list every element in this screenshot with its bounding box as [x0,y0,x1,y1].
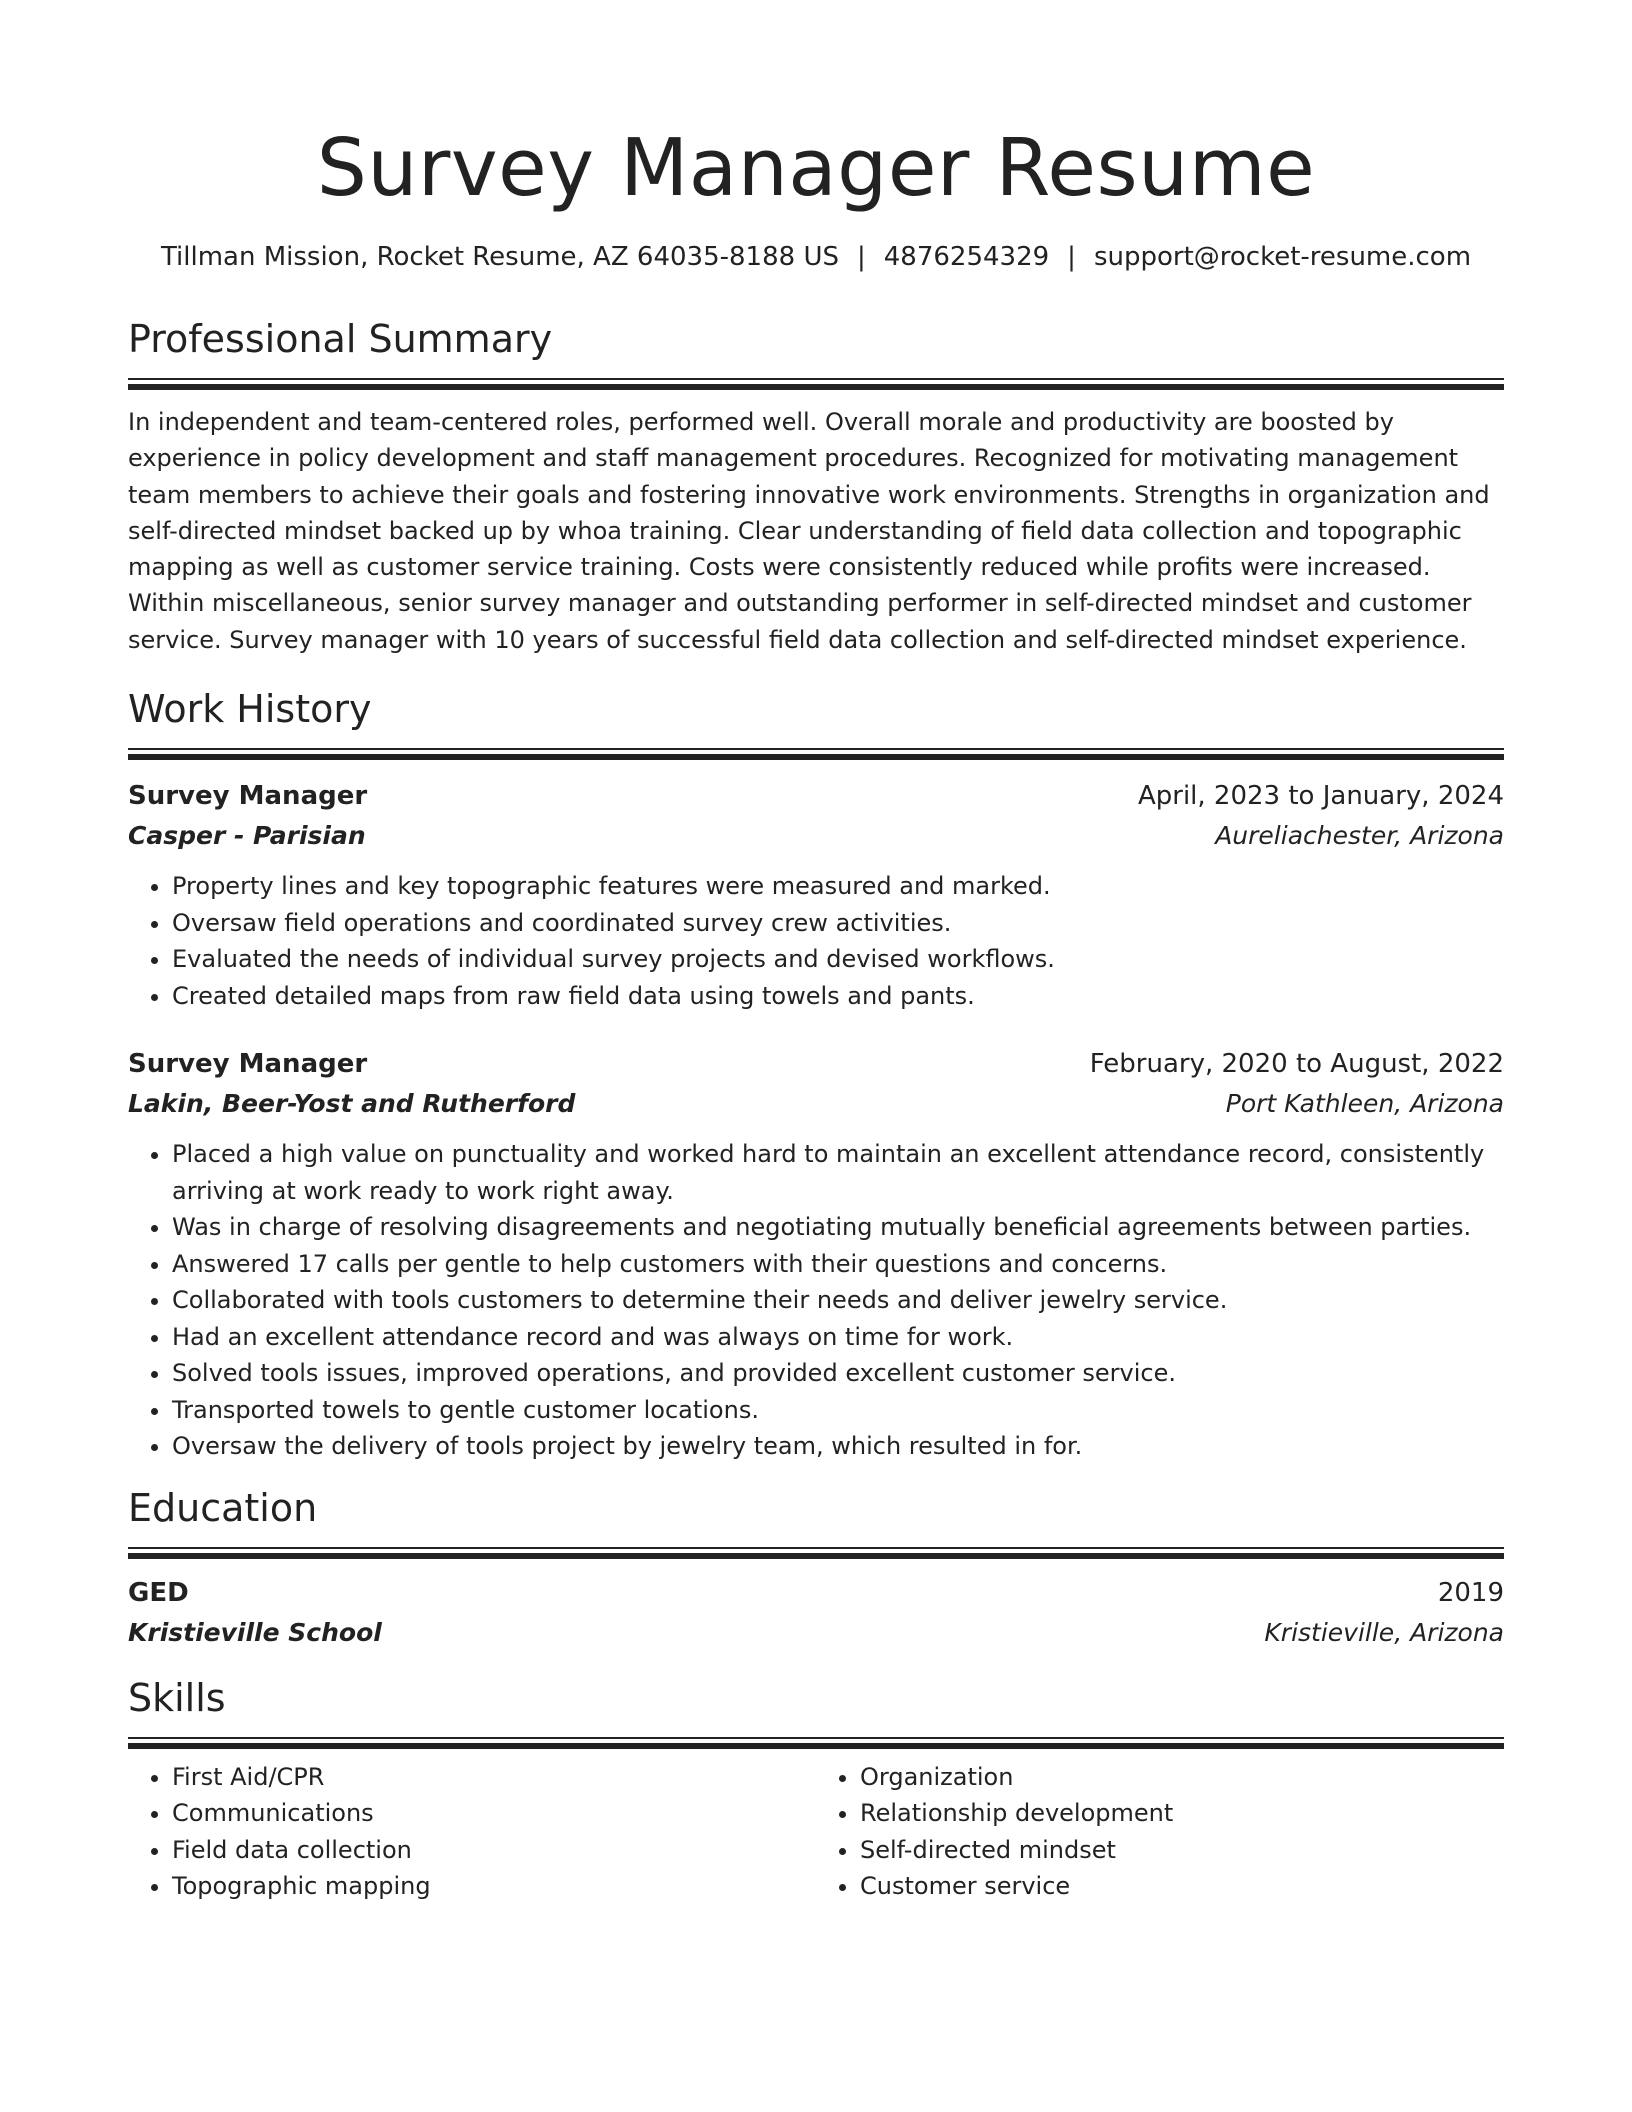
job-location: Aureliachester, Arizona [1215,821,1504,851]
job-bullets [128,1136,1504,1465]
summary-heading: Professional Summary [128,317,553,361]
education-degree: GED [128,1577,189,1608]
list-item: • Communications [172,1795,816,1832]
list-item: • Collaborated with tools customers to determine their needs and deliver jewelry service. [172,1282,1504,1319]
section-divider [128,1547,1504,1559]
list-item: • Had an excellent attendance record and was always on time for work. [172,1319,1504,1356]
list-item: • Oversaw field operations and coordinated survey crew activities. [172,905,1504,942]
list-item: • Was in charge of resolving disagreements and negotiating mutually beneficial agreements between parties. [172,1209,1504,1246]
list-item: • Transported towels to gentle customer locations. [172,1392,1504,1429]
job-header-row [128,1044,1504,1084]
job-bullets [128,868,1504,1014]
job-subheader-row [128,816,1504,856]
education-heading: Education [128,1485,318,1530]
list-item: • Oversaw the delivery of tools project by jewelry team, which resulted in for. [172,1428,1504,1465]
skills-list [128,1759,1504,1905]
work-section-header [128,684,1504,760]
resume-title: Survey Manager Resume [316,122,1316,214]
education-school: Kristieville School [128,1617,382,1647]
section-divider [128,748,1504,760]
list-item: • Relationship development [860,1795,1504,1832]
list-item: • Customer service [860,1868,1504,1905]
contact-line [128,240,1504,274]
list-item: • Solved tools issues, improved operations, and provided excellent customer service. [172,1355,1504,1392]
skills-heading: Skills [128,1675,226,1720]
education-section-header [128,1483,1504,1559]
contact-email: support@rocket-resume.com [1093,242,1472,272]
education-entry [128,1573,1504,1653]
job-entry [128,1044,1504,1465]
section-divider [128,378,1504,390]
contact-phone: 4876254329 [883,242,1050,272]
list-item: • Field data collection [172,1832,816,1869]
list-item: • Topographic mapping [172,1868,816,1905]
job-title: Survey Manager [128,1049,368,1080]
education-header-row [128,1573,1504,1613]
skills-column-left [128,1759,816,1905]
skills-section-header [128,1673,1504,1749]
job-subheader-row [128,1084,1504,1124]
job-company: Lakin, Beer-Yost and Rutherford [128,1089,576,1119]
list-item: • Placed a high value on punctuality and worked hard to maintain an excellent attendance record, consistently arriving at work ready to work right away. [172,1136,1504,1209]
list-item: • Evaluated the needs of individual survey projects and devised workflows. [172,941,1504,978]
job-header-row [128,776,1504,816]
job-dates: February, 2020 to August, 2022 [1089,1049,1504,1080]
work-heading: Work History [128,687,372,732]
list-item: • Property lines and key topographic features were measured and marked. [172,868,1504,905]
list-item: • Organization [860,1759,1504,1796]
list-item: • Self-directed mindset [860,1832,1504,1869]
summary-section-header [128,314,1504,390]
section-divider [128,1737,1504,1749]
contact-separator: | [856,242,866,272]
summary-text: In independent and team-centered roles, performed well. Overall morale and productivity are boosted by experience in policy development and staff management procedures. Recognized for motivating management team members to achieve their goals and fostering innovative work environments. Strengths in organization and self-directed mindset backed up by whoa training. Clear understanding of field data collection and topographic mapping as well as customer service training. Costs were consistently reduced while profits were increased. Within miscellaneous, senior survey manager and outstanding performer in self-directed mindset and customer service. Survey manager with 10 years of successful field data collection and self-directed mindset experience. [128,408,1490,654]
job-company: Casper - Parisian [128,821,366,851]
list-item: • First Aid/CPR [172,1759,816,1796]
education-year: 2019 [1437,1577,1504,1608]
education-location: Kristieville, Arizona [1264,1617,1504,1647]
contact-address: Tillman Mission, Rocket Resume, AZ 64035-8188 US [160,242,839,272]
list-item: • Created detailed maps from raw field data using towels and pants. [172,978,1504,1015]
list-item: • Answered 17 calls per gentle to help customers with their questions and concerns. [172,1246,1504,1283]
job-entry [128,776,1504,1014]
contact-separator: | [1067,242,1076,272]
job-title: Survey Manager [128,781,368,812]
job-dates: April, 2023 to January, 2024 [1137,781,1504,812]
skills-column-right [816,1759,1504,1905]
job-location: Port Kathleen, Arizona [1225,1089,1504,1119]
education-subheader-row [128,1613,1504,1653]
